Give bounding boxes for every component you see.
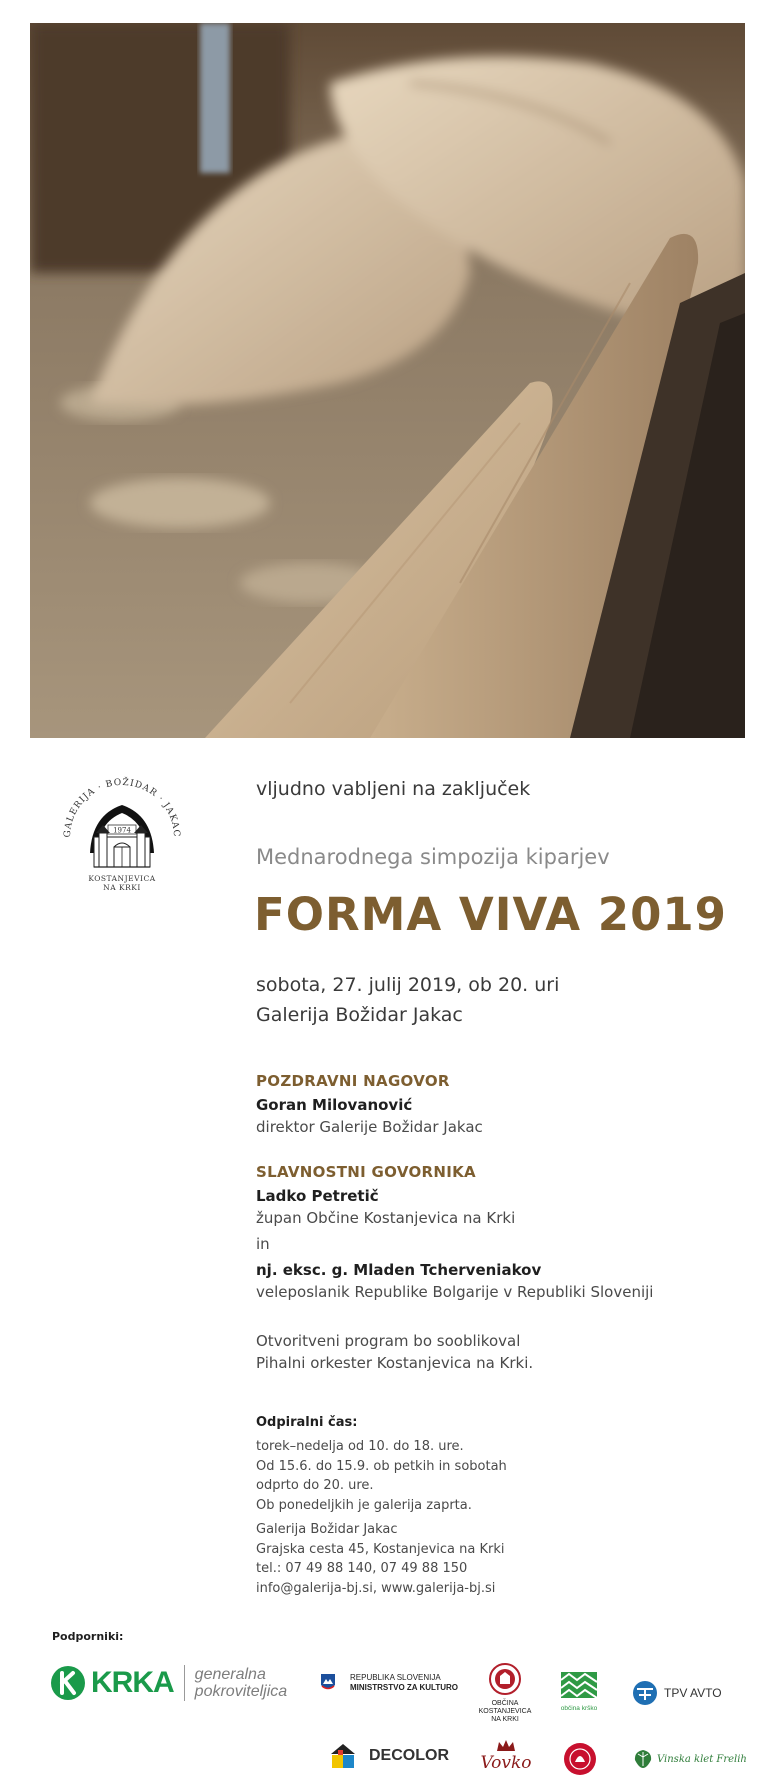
krka-logo-icon [50,1665,86,1701]
ministry-line-2: MINISTRSTVO ZA KULTURO [350,1683,458,1692]
speaker-1-role: župan Občine Kostanjevica na Krki [256,1209,516,1227]
krka-divider [184,1665,185,1701]
invitation-subtitle: Mednarodnega simpozija kiparjev [256,845,610,869]
obcina-line-1: OBČINA [491,1700,519,1707]
event-venue: Galerija Božidar Jakac [256,1004,463,1026]
sponsor-krka [50,1665,287,1701]
krka-sub-line-1: generalna [194,1666,266,1683]
event-datetime [256,970,559,1030]
krka-wordmark: KRKA [91,1666,174,1699]
sponsor-ministry [320,1673,458,1693]
program-line-1: Otvoritveni program bo sooblikoval [256,1332,521,1350]
krka-sub-line-2: pokroviteljica [194,1683,288,1700]
program-line-2: Pihalni orkester Kostanjevica na Krki. [256,1354,534,1372]
red-badge-logo-icon [563,1742,597,1776]
slovenia-coat-of-arms-icon [320,1673,336,1693]
obcina-line-2: KOSTANJEVICA [478,1708,532,1715]
hours-line: Ob ponedeljkih je galerija zaprta. [256,1497,472,1513]
tpv-text: TPV AVTO [664,1686,722,1700]
sponsor-decolor [329,1742,449,1770]
hours-line: odprto do 20. ure. [256,1478,374,1493]
decolor-logo-icon [329,1742,357,1770]
contact-line: Galerija Božidar Jakac [256,1522,398,1537]
contact-line: Grajska cesta 45, Kostanjevica na Krki [256,1541,505,1557]
sponsor-obcina-krsko [556,1670,602,1714]
speakers-heading: SLAVNOSTNI GOVORNIKA [256,1163,476,1181]
speaker-2-role: veleposlanik Republike Bolgarije v Republiki Sloveniji [256,1283,654,1301]
gallery-logo [52,775,192,895]
ministry-line-1: REPUBLIKA SLOVENIJA [350,1673,441,1682]
vovko-text: Vovko [480,1753,532,1773]
grape-leaf-icon [632,1748,654,1770]
decolor-text: DECOLOR [369,1747,449,1764]
greeting-name: Goran Milovanović [256,1096,413,1114]
obcina-kostanjevica-text [474,1700,536,1724]
greeting-role: direktor Galerije Božidar Jakac [256,1118,483,1136]
contact-line: tel.: 07 49 88 140, 07 49 88 150 [256,1561,468,1576]
logo-year: 1974 [113,826,131,835]
hours-line: Od 15.6. do 15.9. ob petkih in sobotah [256,1458,507,1474]
event-title: FORMA VIVA 2019 [254,888,727,941]
sponsor-obcina-kostanjevica [474,1662,536,1724]
greeting-heading: POZDRAVNI NAGOVOR [256,1072,450,1090]
logo-arc-text: GALERIJA · BOŽIDAR · JAKAC [62,777,182,838]
krka-sponsor-role [195,1666,287,1700]
vinska-text: Vinska klet Frelih [657,1753,747,1765]
sponsor-vovko [476,1738,536,1773]
contact-email-web[interactable]: info@galerija-bj.si, www.galerija-bj.si [256,1580,496,1596]
logo-place-line2: NA KRKI [103,883,141,892]
speakers-connector: in [256,1235,270,1253]
speaker-1-name: Ladko Petretič [256,1187,379,1205]
obcina-krsko-text: občina krško [560,1705,598,1712]
obcina-line-3: NA KRKI [491,1716,519,1723]
vovko-crown-icon [495,1739,517,1753]
greeting-section [256,1072,483,1136]
obcina-krsko-logo-icon [559,1670,599,1700]
hours-line: torek–nedelja od 10. do 18. ure. [256,1439,464,1454]
speakers-section [256,1163,653,1301]
gallery-emblem-icon [52,775,192,895]
wood-sculpture-photo [30,23,745,738]
sponsor-vinska-klet [632,1748,747,1770]
invitation-intro: vljudno vabljeni na zaključek [256,778,531,800]
event-date: sobota, 27. julij 2019, ob 20. uri [256,974,560,996]
speaker-2-name: nj. eksc. g. Mladen Tcherveniakov [256,1261,542,1279]
sponsor-red-badge [563,1742,597,1780]
contact-info [256,1520,505,1598]
logo-place-line1: KOSTANJEVICA [88,874,156,883]
hero-photo [30,23,745,738]
tpv-logo-icon [632,1680,658,1706]
ministry-text [350,1673,458,1693]
obcina-kostanjevica-crest-icon [488,1662,522,1696]
hours-heading: Odpiralni čas: [256,1415,358,1430]
opening-hours [256,1415,507,1515]
sponsor-tpv [632,1680,722,1706]
sponsors-label: Podporniki: [52,1630,124,1643]
program-note [256,1330,533,1374]
